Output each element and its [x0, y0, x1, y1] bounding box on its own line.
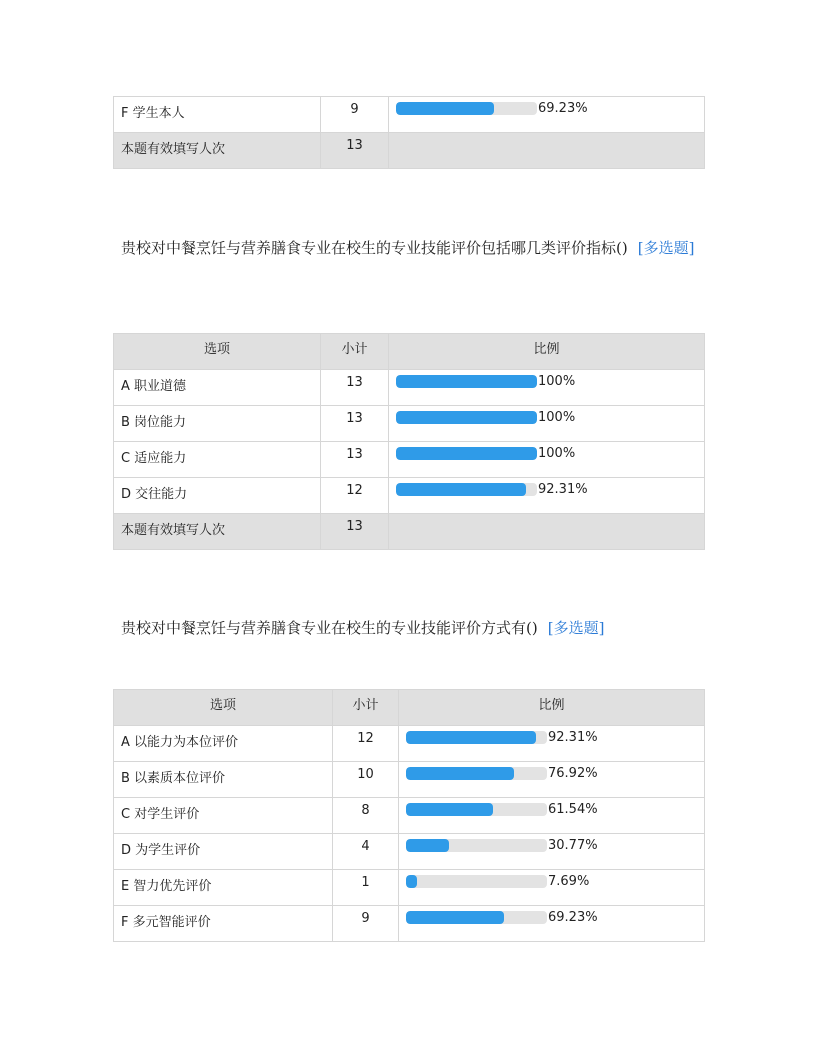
option-count: 9: [321, 97, 389, 133]
option-label: C 适应能力: [114, 442, 321, 478]
progress-fill: [396, 483, 526, 496]
table-evaluation-methods: [113, 689, 705, 942]
ratio-cell: [399, 906, 705, 942]
table-row: [114, 370, 705, 406]
percent-label: 76.92%: [548, 766, 598, 781]
total-count: 13: [321, 133, 389, 169]
progress-fill: [406, 911, 504, 924]
percent-label: 61.54%: [548, 802, 598, 817]
option-count: 13: [321, 370, 389, 406]
progress-fill: [396, 375, 537, 388]
table-row: [114, 97, 705, 133]
total-label: 本题有效填写人次: [114, 133, 321, 169]
option-label: D 交往能力: [114, 478, 321, 514]
ratio-cell: [399, 762, 705, 798]
ratio-cell: [389, 370, 705, 406]
progress-fill: [396, 411, 537, 424]
progress-bar: [396, 411, 537, 424]
total-row: [114, 133, 705, 169]
table-row: [114, 478, 705, 514]
ratio-cell: [399, 870, 705, 906]
question-title: [121, 237, 701, 259]
column-header-count: 小计: [333, 690, 399, 726]
option-count: 9: [333, 906, 399, 942]
progress-fill: [406, 767, 514, 780]
table-header-row: [114, 334, 705, 370]
progress-bar: [396, 375, 537, 388]
progress-fill: [406, 731, 536, 744]
progress-bar: [396, 447, 537, 460]
option-label: B 岗位能力: [114, 406, 321, 442]
percent-label: 7.69%: [548, 874, 590, 889]
ratio-cell: [389, 478, 705, 514]
table-row: [114, 726, 705, 762]
progress-bar: [406, 803, 547, 816]
ratio-cell: [399, 834, 705, 870]
percent-label: 92.31%: [538, 482, 588, 497]
option-count: 10: [333, 762, 399, 798]
total-empty-cell: [389, 514, 705, 550]
table-row: [114, 906, 705, 942]
column-header-option: 选项: [114, 690, 333, 726]
total-row: [114, 514, 705, 550]
progress-bar: [406, 875, 547, 888]
question-type-tag: [多选题]: [547, 619, 605, 637]
progress-bar: [406, 767, 547, 780]
ratio-cell: [399, 726, 705, 762]
progress-bar: [406, 911, 547, 924]
progress-bar: [396, 102, 537, 115]
question-title: [121, 617, 701, 639]
option-label: B 以素质本位评价: [114, 762, 333, 798]
ratio-cell: [389, 406, 705, 442]
option-count: 8: [333, 798, 399, 834]
table-evaluation-indicators: [113, 333, 705, 550]
ratio-cell: [389, 442, 705, 478]
table-row: [114, 798, 705, 834]
table-row: [114, 406, 705, 442]
percent-label: 100%: [538, 410, 576, 425]
table-assessors-continued: [113, 96, 705, 169]
percent-label: 69.23%: [548, 910, 598, 925]
total-label: 本题有效填写人次: [114, 514, 321, 550]
option-count: 4: [333, 834, 399, 870]
option-label: C 对学生评价: [114, 798, 333, 834]
option-label: F 多元智能评价: [114, 906, 333, 942]
progress-fill: [406, 803, 493, 816]
table-row: [114, 762, 705, 798]
option-label: F 学生本人: [114, 97, 321, 133]
table-header-row: [114, 690, 705, 726]
progress-fill: [396, 102, 494, 115]
question-text: 贵校对中餐烹饪与营养膳食专业在校生的专业技能评价方式有(): [121, 619, 538, 637]
table-row: [114, 870, 705, 906]
option-count: 13: [321, 406, 389, 442]
percent-label: 92.31%: [548, 730, 598, 745]
progress-fill: [396, 447, 537, 460]
option-count: 12: [333, 726, 399, 762]
progress-fill: [406, 839, 449, 852]
option-label: A 职业道德: [114, 370, 321, 406]
column-header-ratio: 比例: [399, 690, 705, 726]
option-count: 13: [321, 442, 389, 478]
column-header-ratio: 比例: [389, 334, 705, 370]
option-label: E 智力优先评价: [114, 870, 333, 906]
option-label: D 为学生评价: [114, 834, 333, 870]
percent-label: 100%: [538, 374, 576, 389]
percent-label: 100%: [538, 446, 576, 461]
progress-bar: [406, 731, 547, 744]
progress-bar: [406, 839, 547, 852]
table-row: [114, 442, 705, 478]
option-label: A 以能力为本位评价: [114, 726, 333, 762]
ratio-cell: [389, 97, 705, 133]
ratio-cell: [399, 798, 705, 834]
total-count: 13: [321, 514, 389, 550]
column-header-option: 选项: [114, 334, 321, 370]
table-row: [114, 834, 705, 870]
progress-fill: [406, 875, 417, 888]
option-count: 12: [321, 478, 389, 514]
option-count: 1: [333, 870, 399, 906]
question-text: 贵校对中餐烹饪与营养膳食专业在校生的专业技能评价包括哪几类评价指标(): [121, 239, 628, 257]
column-header-count: 小计: [321, 334, 389, 370]
progress-bar: [396, 483, 537, 496]
total-empty-cell: [389, 133, 705, 169]
question-type-tag: [多选题]: [637, 239, 695, 257]
percent-label: 69.23%: [538, 101, 588, 116]
percent-label: 30.77%: [548, 838, 598, 853]
